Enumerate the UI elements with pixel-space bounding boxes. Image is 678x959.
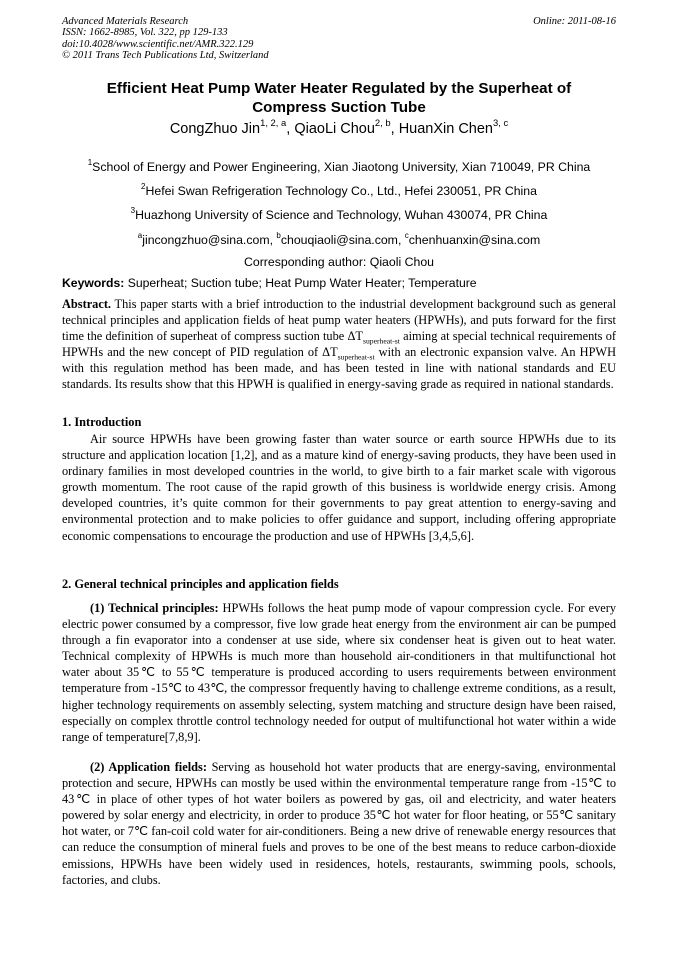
affiliation-sup: 1 (87, 157, 93, 167)
section-2-heading: 2. General technical principles and application fields (62, 577, 339, 591)
keywords-text: Superheat; Suction tube; Heat Pump Water Heater; Temperature (124, 276, 477, 290)
section-2-paragraph-2 (62, 759, 616, 888)
technical-principles-text: HPWHs follows the heat pump mode of vapour compression cycle. For every electric power consumed by a compressor, five low grade heat energy from the environment air can be pumped through a fin evaporator into a condenser at use side, where six condenser heat is given out to heat water. Technical complexity of HPWHs is much more than household air-conditioners in that multifunctional hot water about 35℃ to 55℃ temperature is produced according to users requirements between environment temperature from -15℃ to 43℃, the compressor frequently having to challenge extreme conditions, as a result, higher technology requirements on assembly selecting, system matching and structure design have been raised, especially on complex throttle control technology needed for output of multifunctional hot water within a wide range of temperature[7,8,9]. (62, 601, 617, 744)
author-sup: 1, 2, a (260, 116, 287, 128)
online-date: Online: 2011-08-16 (533, 16, 616, 27)
email-sup: a (137, 230, 143, 240)
affiliation-3 (62, 205, 616, 222)
journal-header (62, 16, 269, 62)
affiliation-sup: 2 (141, 181, 146, 191)
affiliation-text: Hefei Swan Refrigeration Technology Co., Ltd., Hefei 230051, PR China (145, 184, 537, 198)
email-address[interactable]: chouqiaoli@sina.com (280, 233, 398, 247)
author-name: QiaoLi Chou (294, 121, 375, 137)
corresponding-author: Corresponding author: Qiaoli Chou (243, 255, 435, 269)
abstract-text-3: with an electronic expansion valve. An HPWH with this regulation method has been made, and has been tested in line with national standards and EU standards. Its results show that this HPWH is qualified in energy-saving grade as required in national standards. (62, 345, 616, 392)
email-separator: , (269, 233, 277, 247)
abstract-paragraph (62, 296, 616, 393)
doi-line: doi:10.4028/www.scientific.net/AMR.322.129 (62, 38, 254, 50)
title-line-1: Efficient Heat Pump Water Heater Regulated by the Superheat of (106, 80, 572, 97)
abstract-subscript-2: superheat-st (337, 352, 375, 362)
abstract-subscript-1: superheat-st (362, 336, 400, 346)
issn-line: ISSN: 1662-8985, Vol. 322, pp 129-133 (62, 27, 228, 39)
email-address[interactable]: chenhuanxin@sina.com (408, 233, 541, 247)
affiliation-sup: 3 (130, 205, 136, 215)
author-separator: , (286, 121, 295, 137)
author-sup: 3, c (493, 116, 509, 128)
affiliation-2 (62, 181, 616, 198)
abstract-text-2: aiming at special technical requirements of HPWHs and the new concept of PID regulation of ΔT (62, 329, 617, 360)
affiliation-text: Huazhong University of Science and Technology, Wuhan 430074, PR China (135, 208, 548, 222)
title-line-2: Compress Suction Tube (252, 98, 426, 116)
author-list (62, 116, 616, 137)
email-separator: , (397, 233, 405, 247)
section-2-paragraph-1 (62, 600, 616, 745)
application-fields-label: (2) Application fields: (90, 760, 207, 774)
author-name: CongZhuo Jin (169, 121, 261, 137)
author-name: HuanXin Chen (398, 121, 494, 137)
affiliation-1 (62, 157, 616, 174)
keywords-line (62, 276, 616, 290)
author-separator: , (390, 121, 399, 137)
technical-principles-label: (1) Technical principles: (90, 601, 219, 615)
abstract-text-1: This paper starts with a brief introduction to the industrial development background such as general technical principles and application fields of heat pump water heaters (HPWHs), and puts forward for the first time the definition of superheat of compress suction tube ΔT (62, 297, 616, 344)
email-sup: c (404, 230, 409, 240)
email-sup: b (276, 230, 281, 240)
author-sup: 2, b (374, 116, 391, 128)
section-1-heading: 1. Introduction (62, 415, 142, 429)
copyright-line: © 2011 Trans Tech Publications Ltd, Switzerland (62, 50, 269, 62)
application-fields-text: Serving as household hot water products that are energy-saving, environmental protection and secure, HPWHs can mostly be used within the environmental temperature range from -15℃ to 43℃ in place of other types of hot water boilers as powered by gas, oil and electricity, and water heaters powered by solar energy and electricity, in order to produce 35℃ hot water for floor heating, or 55℃ sanitary hot water, or 7℃ fan-coil cold water for air-conditioners. Being a new drive of renewable energy resources that can reduce the consumption of mineral fuels and proves to be one of the best means to reduce carbon-dioxide emissions, HPWHs have been widely used in residences, hotels, restaurants, swimming pools, schools, factories, and clubs. (62, 760, 617, 887)
section-1-paragraph: Air source HPWHs have been growing faster than water source or earth source HPWHs due to its structure and application location [1,2], and as a mature kind of energy-saving products, they have been used in ordinary families in most developed countries in the world, to give birth to a fair market scale with vigorous growth momentum. The root cause of the rapid growth of this business is worldwide energy crisis. Among developed countries, it’s quite common for their governments to pay great attention to energy-saving and environmental protection and to make policies to offer guidance and support, including offering appropriate economic compensations to encourage the production and use of HPWHs [3,4,5,6]. (62, 432, 616, 543)
abstract-label: Abstract. (62, 297, 112, 311)
email-address[interactable]: jincongzhuo@sina.com (142, 233, 270, 247)
email-list (62, 230, 616, 247)
paper-title (62, 80, 616, 117)
affiliation-text: School of Energy and Power Engineering, Xian Jiaotong University, Xian 710049, PR China (92, 160, 591, 174)
keywords-label: Keywords: (62, 276, 125, 290)
journal-name: Advanced Materials Research (62, 16, 189, 27)
